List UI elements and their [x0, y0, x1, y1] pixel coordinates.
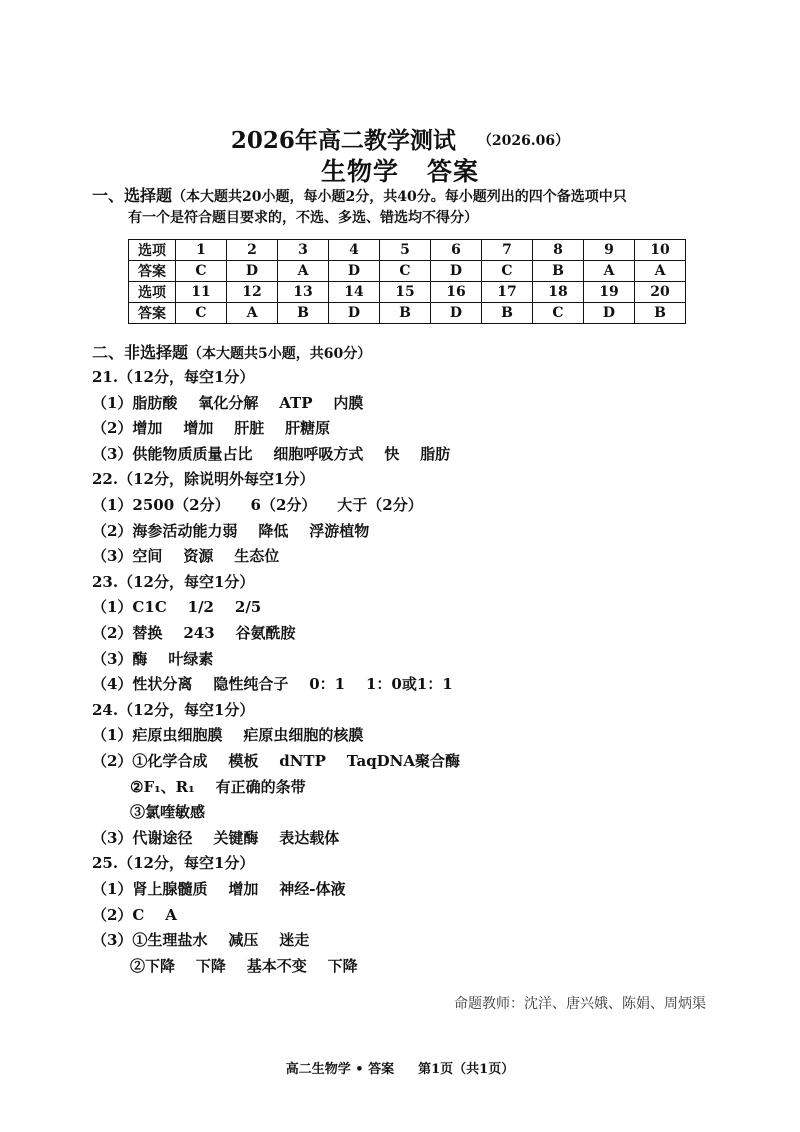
table-cell: A	[278, 261, 329, 282]
exam-date: （2026.06）	[477, 133, 570, 149]
answer-line: ③氯喹敏感	[130, 803, 206, 821]
answer-line: 21.（12分，每空1分）	[92, 368, 255, 386]
section-1-note: （本大题共20小题，每小题2分，共40分。每小题列出的四个备选项中只	[172, 189, 627, 205]
table-row	[129, 303, 686, 324]
table-cell: B	[533, 261, 584, 282]
table-cell: A	[635, 261, 686, 282]
table-cell: B	[482, 303, 533, 324]
section-1-title: 一、选择题	[92, 186, 173, 205]
table-cell: D	[329, 303, 380, 324]
table-row-header: 选项	[129, 240, 176, 261]
footer-page: 第1页（共1页）	[418, 1062, 515, 1077]
table-row-header: 选项	[129, 282, 176, 303]
subject-name: 生物学	[320, 157, 399, 186]
answer-line: （3）供能物质质量占比 细胞呼吸方式 快 脂肪	[92, 445, 451, 463]
teachers-credit: 命题教师：沈洋、唐兴娥、陈娟、周炳渠	[454, 996, 706, 1012]
answer-line: （4）性状分离 隐性纯合子 0：1 1：0或1：1	[92, 675, 453, 693]
table-cell: D	[227, 261, 278, 282]
page-footer	[0, 1058, 800, 1077]
answer-line: （3）①生理盐水 减压 迷走	[92, 931, 310, 949]
table-row	[129, 261, 686, 282]
table-cell: B	[380, 303, 431, 324]
table-cell: B	[278, 303, 329, 324]
exam-title-text: 2026年高二教学测试	[230, 127, 456, 154]
answer-line: 22.（12分，除说明外每空1分）	[92, 470, 315, 488]
table-cell: 19	[584, 282, 635, 303]
table-cell: 6	[431, 240, 482, 261]
table-cell: 2	[227, 240, 278, 261]
answer-line: ②下降 下降 基本不变 下降	[130, 957, 358, 975]
answer-line: （1）2500（2分） 6（2分） 大于（2分）	[92, 496, 423, 514]
exam-title	[0, 122, 800, 155]
table-row-header: 答案	[129, 303, 176, 324]
answer-line: （2）C A	[92, 906, 177, 924]
answer-line: （1）C1C 1/2 2/5	[92, 598, 262, 616]
table-cell: D	[584, 303, 635, 324]
table-row-header: 答案	[129, 261, 176, 282]
section-2-heading	[92, 340, 371, 363]
table-cell: D	[431, 261, 482, 282]
table-cell: 10	[635, 240, 686, 261]
table-row	[129, 240, 686, 261]
answer-line: （3）酶 叶绿素	[92, 650, 214, 668]
answer-line: （2）增加 增加 肝脏 肝糖原	[92, 419, 331, 437]
table-cell: 1	[176, 240, 227, 261]
answer-line: （2）替换 243 谷氨酰胺	[92, 624, 296, 642]
table-cell: 3	[278, 240, 329, 261]
table-cell: 14	[329, 282, 380, 303]
table-cell: 20	[635, 282, 686, 303]
answer-line: 25.（12分，每空1分）	[92, 854, 255, 872]
section-1-heading	[92, 183, 627, 206]
footer-course: 高二生物学 • 答案	[285, 1062, 395, 1077]
answer-kind: 答案	[427, 157, 480, 186]
table-cell: 15	[380, 282, 431, 303]
answer-line: ②F₁、R₁ 有正确的条带	[130, 778, 306, 796]
table-cell: 4	[329, 240, 380, 261]
answer-line: （2）①化学合成 模板 dNTP TaqDNA聚合酶	[92, 752, 461, 770]
table-cell: 11	[176, 282, 227, 303]
answer-line: 23.（12分，每空1分）	[92, 573, 255, 591]
table-cell: 13	[278, 282, 329, 303]
table-cell: 5	[380, 240, 431, 261]
answer-line: （3）代谢途径 关键酶 表达载体	[92, 829, 340, 847]
answer-line: （1）疟原虫细胞膜 疟原虫细胞的核膜	[92, 726, 364, 744]
answer-line: （2）海参活动能力弱 降低 浮游植物	[92, 522, 370, 540]
table-cell: 12	[227, 282, 278, 303]
section-2-note: （本大题共5小题，共60分）	[188, 346, 372, 362]
table-cell: 9	[584, 240, 635, 261]
answer-line: （1）脂肪酸 氧化分解 ATP 内膜	[92, 394, 364, 412]
table-cell: 7	[482, 240, 533, 261]
table-cell: C	[533, 303, 584, 324]
answer-line: （3）空间 资源 生态位	[92, 547, 280, 565]
table-cell: D	[431, 303, 482, 324]
table-cell: B	[635, 303, 686, 324]
section-2-title: 二、非选择题	[92, 343, 189, 362]
choice-answer-table	[128, 239, 686, 324]
table-cell: C	[176, 303, 227, 324]
table-cell: A	[584, 261, 635, 282]
table-cell: C	[380, 261, 431, 282]
table-cell: A	[227, 303, 278, 324]
table-cell: C	[176, 261, 227, 282]
table-cell: C	[482, 261, 533, 282]
table-cell: 8	[533, 240, 584, 261]
section-1-note-continued: 有一个是符合题目要求的，不选、多选、错选均不得分）	[128, 210, 478, 226]
table-cell: 16	[431, 282, 482, 303]
answer-line: （1）肾上腺髓质 增加 神经-体液	[92, 880, 346, 898]
answer-line: 24.（12分，每空1分）	[92, 701, 255, 719]
table-row	[129, 282, 686, 303]
table-cell: D	[329, 261, 380, 282]
table-cell: 17	[482, 282, 533, 303]
table-cell: 18	[533, 282, 584, 303]
